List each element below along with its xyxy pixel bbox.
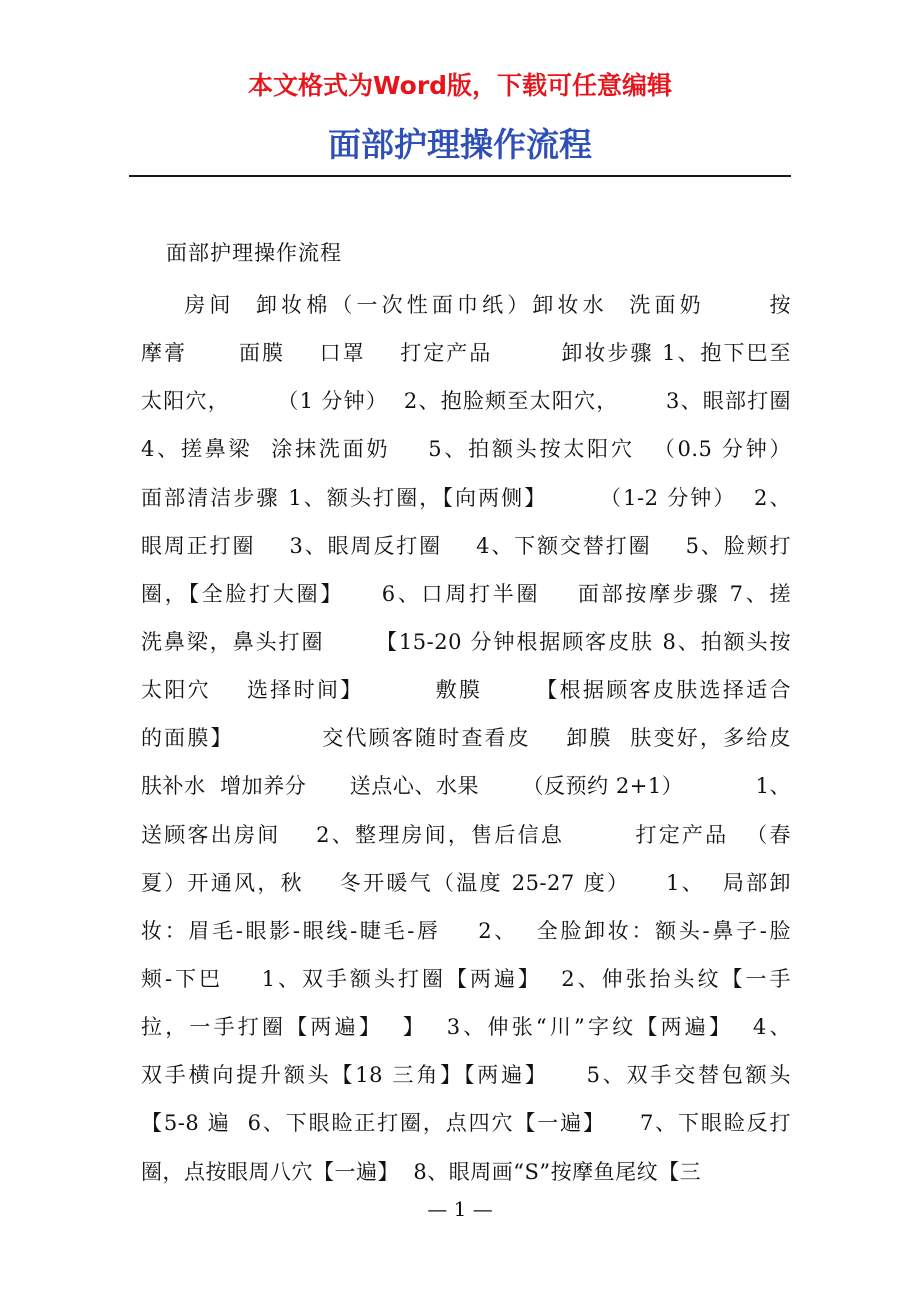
body-line: 洗鼻梁，鼻头打圈 【15-20 分钟根据顾客皮肤 8、拍额头按: [141, 629, 791, 654]
body-line: 太阳穴 选择时间】 敷膜 【根据顾客皮肤选择适合: [141, 678, 791, 703]
title-divider: [129, 175, 791, 177]
body-line: 的面膜】 交代顾客随时查看皮 卸膜 肤变好，多给皮: [141, 726, 791, 751]
body-line: 圈，点按眼周八穴【一遍】 8、眼周画“S”按摩鱼尾纹【三: [141, 1159, 702, 1184]
body-line: 双手横向提升额头【18 三角】【两遍】 5、双手交替包额头: [141, 1063, 791, 1088]
section-heading: 面部护理操作流程: [166, 241, 342, 265]
body-line: 【5-8 遍 6、下眼睑正打圈，点四穴【一遍】 7、下眼睑反打: [141, 1111, 791, 1136]
body-line: 颊-下巴 1、双手额头打圈【两遍】 2、伸张抬头纹【一手: [141, 966, 791, 991]
body-line: 太阳穴， （1 分钟） 2、抱脸颊至太阳穴， 3、眼部打圈: [141, 389, 791, 414]
body-line: 眼周正打圈 3、眼周反打圈 4、下额交替打圈 5、脸颊打: [141, 533, 791, 558]
body-line: 拉，一手打圈【两遍】 】 3、伸张“川”字纹【两遍】 4、: [141, 1015, 791, 1040]
document-title: 面部护理操作流程: [328, 125, 592, 164]
body-line: 肤补水 增加养分 送点心、水果 （反预约 2+1） 1、: [141, 774, 791, 799]
body-line: 面部清洁步骤 1、额头打圈，【向两侧】 （1-2 分钟） 2、: [141, 485, 791, 510]
body-line: 房间 卸妆棉（一次性面巾纸）卸妆水 洗面奶 按: [141, 293, 791, 317]
body-line: 送顾客出房间 2、整理房间，售后信息 打定产品 （春: [141, 822, 791, 847]
format-notice: 本文格式为Word版，下载可任意编辑: [247, 71, 673, 100]
body-line: 妆：眉毛-眼影-眼线-睫毛-唇 2、 全脸卸妆：额头-鼻子-脸: [141, 918, 791, 943]
body-paragraph: [141, 281, 791, 1191]
body-line: 圈，【全脸打大圈】 6、口周打半圈 面部按摩步骤 7、搓: [141, 581, 791, 606]
body-line: 摩膏 面膜 口罩 打定产品 卸妆步骤 1、抱下巴至: [141, 341, 791, 366]
page-number: — 1 —: [427, 1197, 493, 1221]
body-line: 4、搓鼻梁 涂抹洗面奶 5、拍额头按太阳穴 （0.5 分钟）: [141, 437, 791, 462]
body-line: 夏）开通风，秋 冬开暖气（温度 25-27 度） 1、 局部卸: [141, 870, 791, 895]
